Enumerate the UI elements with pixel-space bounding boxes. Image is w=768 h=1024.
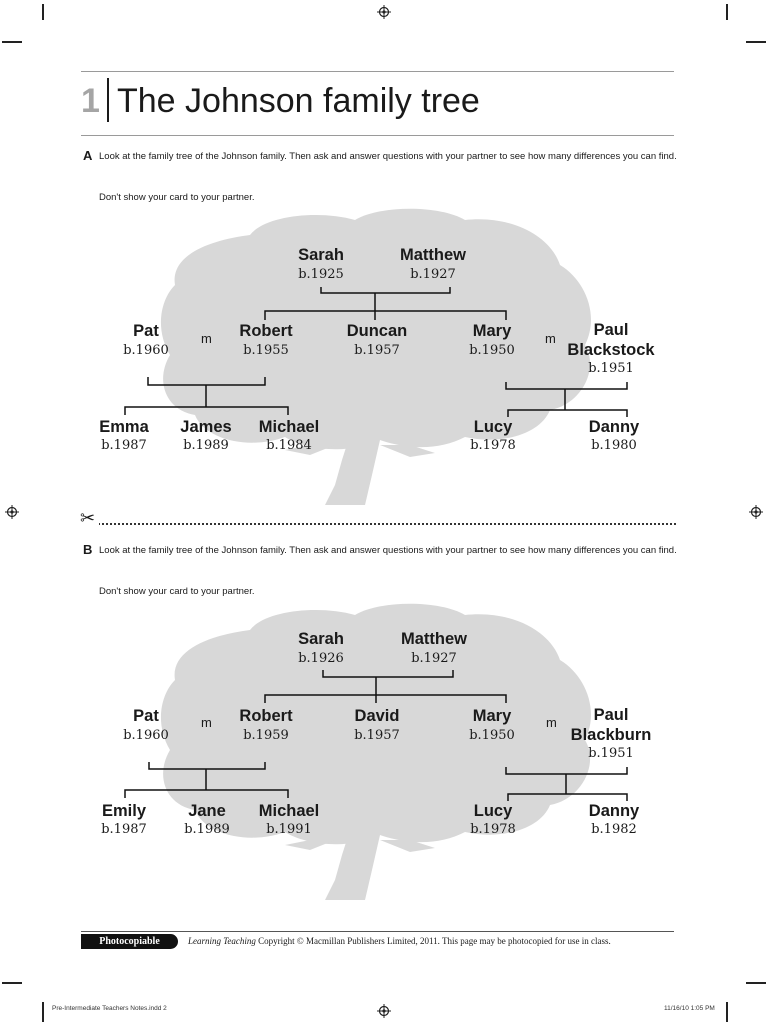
crop-mark: [726, 1002, 728, 1022]
tree-silhouette-a: [80, 205, 680, 515]
crop-mark: [2, 982, 22, 984]
person-birth: b.1951: [588, 361, 634, 376]
book-title: Learning Teaching: [188, 936, 256, 946]
section-a-instructions: Look at the family tree of the Johnson family. Then ask and answer questions with your partner to see how many differences you can find.: [99, 151, 677, 162]
person-name: Robert: [239, 707, 293, 725]
registration-mark-icon: [377, 1004, 391, 1018]
family-tree-a: [80, 205, 680, 505]
marriage-mark: m: [201, 715, 212, 730]
scissors-icon: ✂: [80, 509, 99, 527]
registration-mark-icon: [377, 5, 391, 19]
person-birth: b.1978: [470, 438, 516, 453]
person-birth: b.1960: [123, 343, 169, 358]
person-name: Sarah: [298, 630, 344, 648]
registration-mark-icon: [5, 505, 19, 519]
person-name: Matthew: [400, 246, 466, 264]
photocopiable-badge: Photocopiable: [81, 934, 178, 949]
person-birth: b.1980: [591, 438, 637, 453]
crop-mark: [746, 982, 766, 984]
person-birth: b.1989: [183, 438, 229, 453]
section-number: 1: [81, 82, 100, 120]
section-b-note: Don't show your card to your partner.: [99, 586, 255, 597]
person-name: Michael: [258, 418, 320, 436]
person-birth: b.1982: [591, 822, 637, 837]
section-b-instructions: Look at the family tree of the Johnson family. Then ask and answer questions with your partner to see how many differences you can find.: [99, 545, 677, 556]
person-birth: b.1951: [588, 746, 634, 761]
person-birth: b.1989: [184, 822, 230, 837]
person-name: Mary: [472, 707, 512, 725]
title-divider: [107, 78, 109, 122]
person-birth: b.1925: [298, 267, 344, 282]
slug-date: 11/16/10 1:05 PM: [664, 1005, 715, 1012]
person-name: Duncan: [346, 322, 408, 340]
header-bottom-rule: [81, 135, 674, 136]
marriage-mark: m: [545, 331, 556, 346]
person-birth: b.1957: [354, 728, 400, 743]
section-b-letter: B: [83, 542, 93, 557]
crop-mark: [2, 41, 22, 43]
slug-filename: Pre-Intermediate Teachers Notes.indd 2: [52, 1005, 167, 1012]
crop-mark: [42, 4, 44, 20]
person-name: Michael: [258, 802, 320, 820]
crop-mark: [726, 4, 728, 20]
person-name: Lucy: [473, 802, 513, 820]
marriage-mark: m: [546, 715, 557, 730]
header-top-rule: [81, 71, 674, 72]
person-birth: b.1978: [470, 822, 516, 837]
section-a-letter: A: [83, 148, 93, 163]
person-birth: b.1955: [243, 343, 289, 358]
crop-mark: [42, 1002, 44, 1022]
page-title: The Johnson family tree: [117, 82, 480, 120]
section-a-note: Don't show your card to your partner.: [99, 192, 255, 203]
person-name: Jane: [188, 802, 226, 820]
person-name: Emma: [99, 418, 149, 436]
cut-line: [81, 523, 676, 525]
marriage-mark: m: [201, 331, 212, 346]
person-birth: b.1987: [101, 438, 147, 453]
person-name: Pat: [133, 707, 159, 725]
person-name: Mary: [472, 322, 512, 340]
crop-mark: [746, 41, 766, 43]
footer-rule: [81, 931, 674, 932]
person-birth: b.1984: [266, 438, 312, 453]
person-birth: b.1927: [411, 651, 457, 666]
copyright-line: [188, 935, 611, 948]
person-birth: b.1926: [298, 651, 344, 666]
person-name: Emily: [101, 802, 147, 820]
person-name: Lucy: [473, 418, 513, 436]
person-name: Paul Blackstock: [567, 321, 655, 359]
person-birth: b.1991: [266, 822, 312, 837]
person-birth: b.1927: [410, 267, 456, 282]
person-name: David: [354, 707, 400, 725]
family-tree-b: [80, 600, 680, 900]
person-birth: b.1950: [469, 343, 515, 358]
person-birth: b.1959: [243, 728, 289, 743]
person-name: Pat: [133, 322, 159, 340]
copyright-text: Copyright © Macmillan Publishers Limited, 2011. This page may be photocopied for use in class.: [258, 936, 611, 946]
person-name: Paul Blackburn: [570, 706, 652, 744]
person-name: Robert: [239, 322, 293, 340]
person-birth: b.1960: [123, 728, 169, 743]
person-name: Danny: [588, 802, 640, 820]
person-name: Matthew: [401, 630, 467, 648]
person-name: Danny: [588, 418, 640, 436]
person-name: James: [180, 418, 232, 436]
person-birth: b.1987: [101, 822, 147, 837]
registration-mark-icon: [749, 505, 763, 519]
person-birth: b.1957: [354, 343, 400, 358]
person-name: Sarah: [298, 246, 344, 264]
person-birth: b.1950: [469, 728, 515, 743]
